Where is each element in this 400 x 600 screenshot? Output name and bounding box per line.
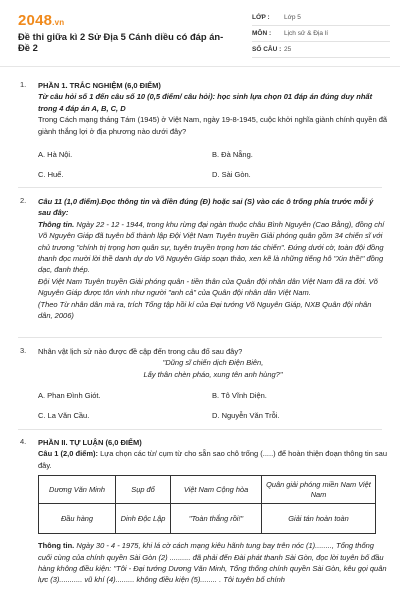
page-header xyxy=(0,0,400,67)
word-bank-cell: Việt Nam Cộng hòa xyxy=(171,476,262,504)
prompt-label: Câu 1 (2,0 điểm): xyxy=(38,449,99,459)
word-bank-cell: Dinh Độc Lập xyxy=(116,504,171,534)
option-a[interactable]: A. Hà Nội. xyxy=(38,150,73,159)
instruction-text: Từ câu hỏi số 1 đến câu số 10 (0,5 điểm/ câu hỏi): học sinh lựa chọn 01 đáp án đúng duy nhất trong 4 đáp án A, B, C, D xyxy=(38,92,373,113)
info-text-2: Đội Việt Nam Tuyên truyền Giải phóng quân - tiền thân của Quân đội nhân dân Việt Nam đã ra đời. Võ Nguyên Giáp được tôn vinh như người "anh cả" của Quân đội nhân dân Việt Nam. xyxy=(38,276,378,298)
option-b[interactable]: B. Đà Nẵng. xyxy=(212,150,253,159)
question-number: 2. xyxy=(20,196,27,205)
divider xyxy=(18,187,382,188)
meta-label: SỐ CÂU : xyxy=(252,46,282,53)
question-2 xyxy=(38,196,388,321)
question-4 xyxy=(38,437,388,586)
question-text: Trong Cách mạng tháng Tám (1945) ở Việt Nam, ngày 19-8-1945, cuộc khởi nghĩa giành chính quyền đã giành thắng lợi ở địa phương nào dưới đây? xyxy=(38,115,388,136)
option-a[interactable]: A. Phan Đình Giót. xyxy=(38,391,101,400)
table-row xyxy=(39,504,376,534)
section-heading: PHẦN 1. TRẮC NGHIỆM (6,0 ĐIỂM) xyxy=(38,81,161,90)
table-row xyxy=(39,476,376,504)
meta-value: 25 xyxy=(284,46,292,53)
meta-row-class xyxy=(252,10,390,26)
info-label: Thông tin. xyxy=(38,219,75,229)
meta-value: Lịch sử & Địa lí xyxy=(284,30,329,37)
info-text: Ngày 22 - 12 - 1944, trong khu rừng đại ngàn thuộc châu Bình Nguyên (Cao Bằng), đồng chí Võ Nguyên Giáp đã tuyên bố thành lập Đội Việt Nam Tuyên truyền Giải phóng quân gồm 34 chiến sĩ với chủ trương "chính trị trọng hơn quân sự, tuyên truyền trọng hơn tác chiến". Đứng dưới cờ, toàn đội đồng thanh đọc mười lời thề danh dự do Võ Nguyên Giáp soạn thảo, xen kẽ là những tiếng hô "Xin thề!" đồng dạc, đanh thép. xyxy=(38,219,385,275)
info-text: Ngày 30 - 4 - 1975, khi lá cờ cách mạng kiêu hãnh tung bay trên nóc (1)........, Tổng thống cuối cùng của chính quyền Sài Gòn (2) .......... đã phải đến Đài phát thanh Sài Gòn, đọc lời tuyên bố đầu hàng không điều kiện: "Tôi - Đại tướng Dương Văn Minh, Tổng thống chính quyền Sài Gòn, kêu gọi quân lực (3)........... vũ khí (4)......... không điều kiện (5)........ . Tôi tuyên bố chính xyxy=(38,541,387,585)
meta-row-subject xyxy=(252,26,390,42)
info-label: Thông tin. xyxy=(38,541,75,551)
meta-value: Lớp 5 xyxy=(284,14,301,21)
word-bank-cell: Dương Văn Minh xyxy=(39,476,116,504)
question-number: 3. xyxy=(20,346,27,355)
meta-info xyxy=(252,10,390,58)
option-c[interactable]: C. La Văn Cầu. xyxy=(38,411,90,420)
riddle-line-1: "Dũng sĩ chiến dịch Điện Biên, xyxy=(162,358,264,368)
question-prompt: Câu 11 (1,0 điểm).Đọc thông tin và điền đúng (Đ) hoặc sai (S) vào các ô trống phía trước mỗi ý sau đây: xyxy=(38,197,374,218)
prompt-text: Lựa chọn các từ/ cụm từ cho sẵn sao chô trống (.....) để hoàn thiện đoạn thông tin sau đây. xyxy=(38,449,387,470)
word-bank-table xyxy=(38,475,376,534)
word-bank-cell: Quân giải phóng miền Nam Việt Nam xyxy=(262,476,376,504)
meta-label: LỚP : xyxy=(252,14,270,21)
option-d[interactable]: D. Nguyễn Văn Trỗi. xyxy=(212,411,280,420)
document-title: Đề thi giữa kì 2 Sử Địa 5 Cánh diều có đáp án- Đề 2 xyxy=(18,31,224,53)
question-number: 1. xyxy=(20,80,27,89)
word-bank-cell: Đầu hàng xyxy=(39,504,116,534)
question-number: 4. xyxy=(20,437,27,446)
divider xyxy=(18,337,382,338)
question-text: Nhân vật lịch sử nào được đề cập đến trong câu đố sau đây? xyxy=(38,347,243,356)
question-1 xyxy=(38,80,388,137)
word-bank-cell: Sụp đổ xyxy=(116,476,171,504)
source-citation: (Theo Từ nhân dân mà ra, trích Tổng tập hồi kí của Đại tướng Võ Nguyên Giáp, NXB Quân đội nhân dân, 2006) xyxy=(38,299,372,321)
section-heading: PHẦN II. TỰ LUẬN (6,0 ĐIỂM) xyxy=(38,438,142,447)
divider xyxy=(18,429,382,430)
question-3 xyxy=(38,346,388,380)
meta-label: MÔN : xyxy=(252,30,272,37)
option-c[interactable]: C. Huế. xyxy=(38,170,64,179)
option-d[interactable]: D. Sài Gòn. xyxy=(212,170,251,179)
meta-row-count xyxy=(252,42,390,58)
option-b[interactable]: B. Tô Vĩnh Diện. xyxy=(212,391,267,400)
logo-main-text: 2048 xyxy=(18,12,53,29)
logo-suffix-text: .vn xyxy=(52,18,65,27)
word-bank-cell: Giải tán hoàn toàn xyxy=(262,504,376,534)
riddle-line-2: Lấy thân chèn pháo, xung tên anh hùng?" xyxy=(143,369,283,379)
site-logo[interactable] xyxy=(18,12,64,29)
word-bank-cell: "Toàn thắng rồi!" xyxy=(171,504,262,534)
